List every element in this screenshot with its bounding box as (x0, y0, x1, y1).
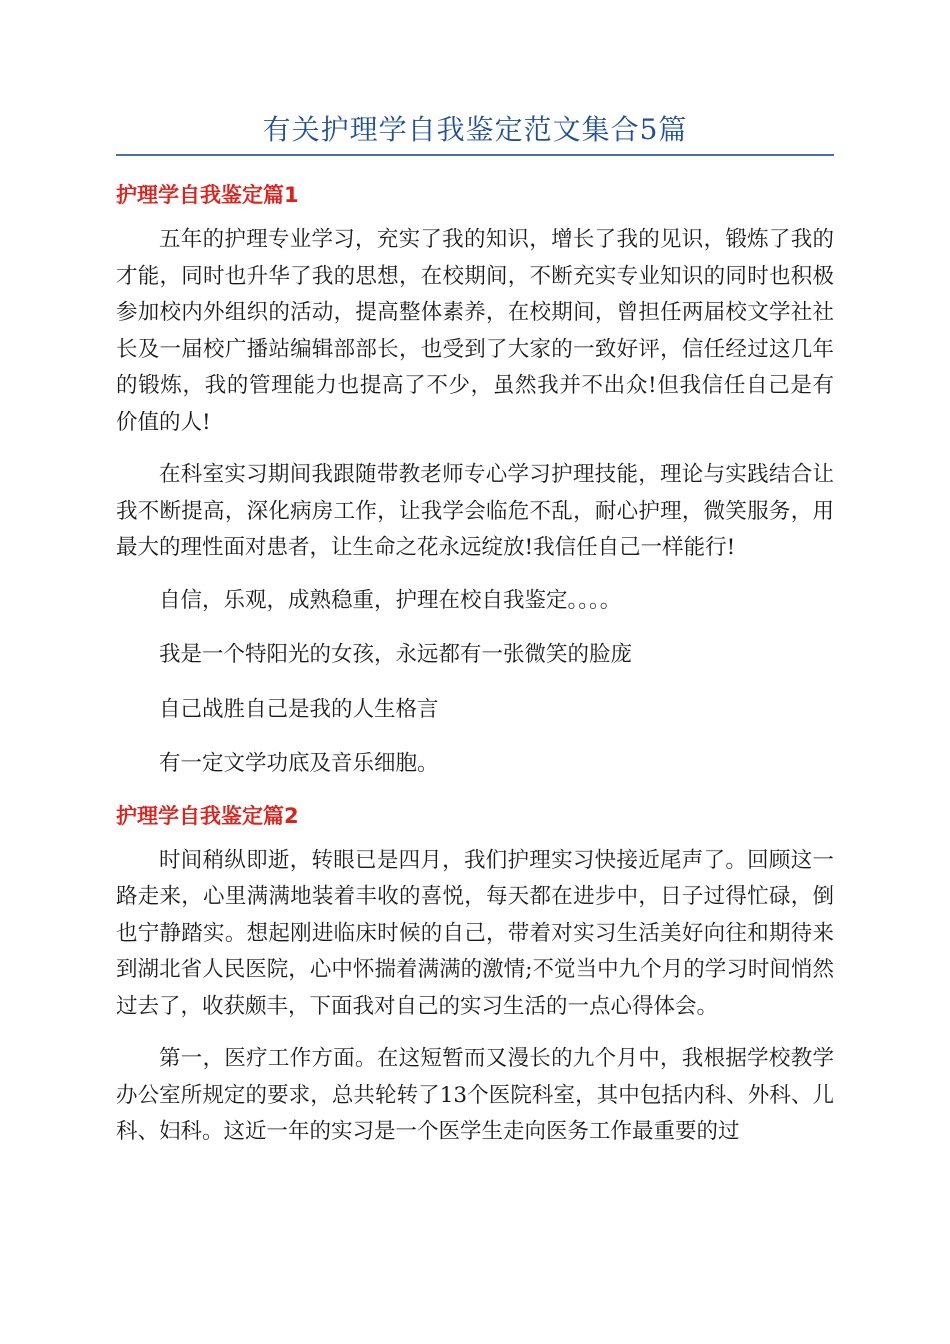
section-heading: 护理学自我鉴定篇1 (116, 183, 299, 207)
paragraph: 自己战胜自己是我的人生格言 (159, 696, 439, 722)
paragraph: 有一定文学功底及音乐细胞。 (159, 751, 439, 776)
document-body (116, 170, 834, 1167)
section-2 (116, 801, 834, 1151)
title-divider (116, 154, 834, 156)
paragraph: 自信，乐观，成熟稳重，护理在校自我鉴定。。。。 (159, 587, 622, 613)
paragraph: 时间稍纵即逝，转眼已是四月，我们护理实习快接近尾声了。回顾这一路走来，心里满满地装着丰收的喜悦，每天都在进步中，日子过得忙碌，倒也宁静踏实。想起刚进临床时候的自己，带着对实习生活美好向往和期待来到湖北省人民医院，心中怀揣着满满的激情;不觉当中九个月的学习时间悄然过去了，收获颇丰，下面我对自己的实习生活的一点心得体会。 (116, 847, 834, 1019)
paragraph: 第一，医疗工作方面。在这短暂而又漫长的九个月中，我根据学校教学办公室所规定的要求，总共轮转了13个医院科室，其中包括内科、外科、儿科、妇科。这近一年的实习是一个医学生走向医务工作最重要的过 (116, 1046, 834, 1144)
section-heading: 护理学自我鉴定篇2 (116, 803, 299, 828)
paragraph: 五年的护理专业学习，充实了我的知识，增长了我的见识，锻炼了我的才能，同时也升华了我的思想，在校期间，不断充实专业知识的同时也积极参加校内外组织的活动，提高整体素养，在校期间，曾担任两届校文学社社长及一届校广播站编辑部部长，也受到了大家的一致好评，信任经过这几年的锻炼，我的管理能力也提高了不少，虽然我并不出众!但我信任自己是有价值的人! (116, 227, 834, 435)
section-1 (116, 180, 834, 783)
document-title: 有关护理学自我鉴定范文集合5篇 (262, 113, 688, 146)
paragraph: 我是一个特阳光的女孩，永远都有一张微笑的脸庞 (159, 642, 633, 667)
paragraph: 在科室实习期间我跟随带教老师专心学习护理技能，理论与实践结合让我不断提高，深化病房工作，让我学会临危不乱，耐心护理，微笑服务，用最大的理性面对患者，让生命之花永远绽放!我信任自己一样能行! (116, 462, 834, 560)
